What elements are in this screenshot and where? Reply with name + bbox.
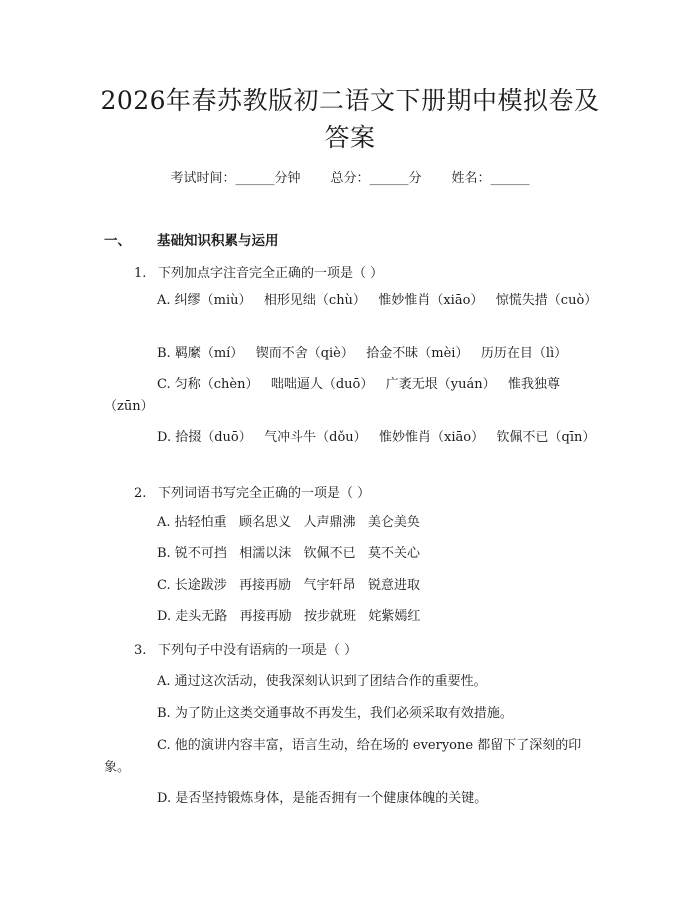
question-stem [134,482,370,501]
exam-time-field: 考试时间：______分钟 [170,171,301,186]
option-text: A. 纠缪（miù） 相形见绌（chù） 惟妙惟肖（xiāo） 惊慌失措（cuò） [157,293,598,308]
question-stem [134,262,383,281]
option-text: A. 通过这次活动，使我深刻认识到了团结合作的重要性。 [157,674,487,689]
question-text: 下列句子中没有语病的一项是（ ） [158,643,358,658]
question-text: 下列词语书写完全正确的一项是（ ） [158,486,371,501]
question-number: 1. [134,266,147,281]
question-number: 2. [134,486,147,501]
student-name-field: 姓名：______ [451,171,530,186]
exam-info-line [0,167,700,186]
section-number: 一、 [104,233,131,249]
option-text: D. 拾掇（duō） 气冲斗牛（dǒu） 惟妙惟肖（xiāo） 钦佩不已（qīn） [157,430,596,445]
option-text: C. 他的演讲内容丰富，语言生动，给在场的 everyone 都留下了深刻的印象。 [104,738,582,775]
option-text: B. 锐不可挡 相濡以沫 钦佩不已 莫不关心 [157,546,421,561]
option-text: B. 羁縻（mí） 锲而不舍（qiè） 拾金不昧（mèi） 历历在目（lì） [157,346,568,361]
question-text: 下列加点字注音完全正确的一项是（ ） [158,266,384,281]
option-text: B. 为了防止这类交通事故不再发生，我们必须采取有效措施。 [157,706,513,721]
option-text: C. 长途跋涉 再接再励 气宇轩昂 锐意进取 [157,578,420,593]
question-number: 3. [134,643,147,658]
question-stem [134,639,357,658]
total-score-field: 总分：______分 [330,171,422,186]
section-heading [104,229,279,249]
option-text: C. 匀称（chèn） 咄咄逼人（duō） 广袤无垠（yuán） 惟我独尊（zūn） [104,377,561,414]
option-text: D. 走头无路 再接再励 按步就班 姹紫嫣红 [157,609,421,624]
section-title: 基础知识积累与运用 [157,233,279,249]
option-text: A. 拈轻怕重 顾名思义 人声鼎沸 美仑美奂 [157,515,420,530]
option-text: D. 是否坚持锻炼身体，是能否拥有一个健康体魄的关键。 [157,791,488,806]
exam-title: 2026年春苏教版初二语文下册期中模拟卷及答案 [100,86,600,152]
